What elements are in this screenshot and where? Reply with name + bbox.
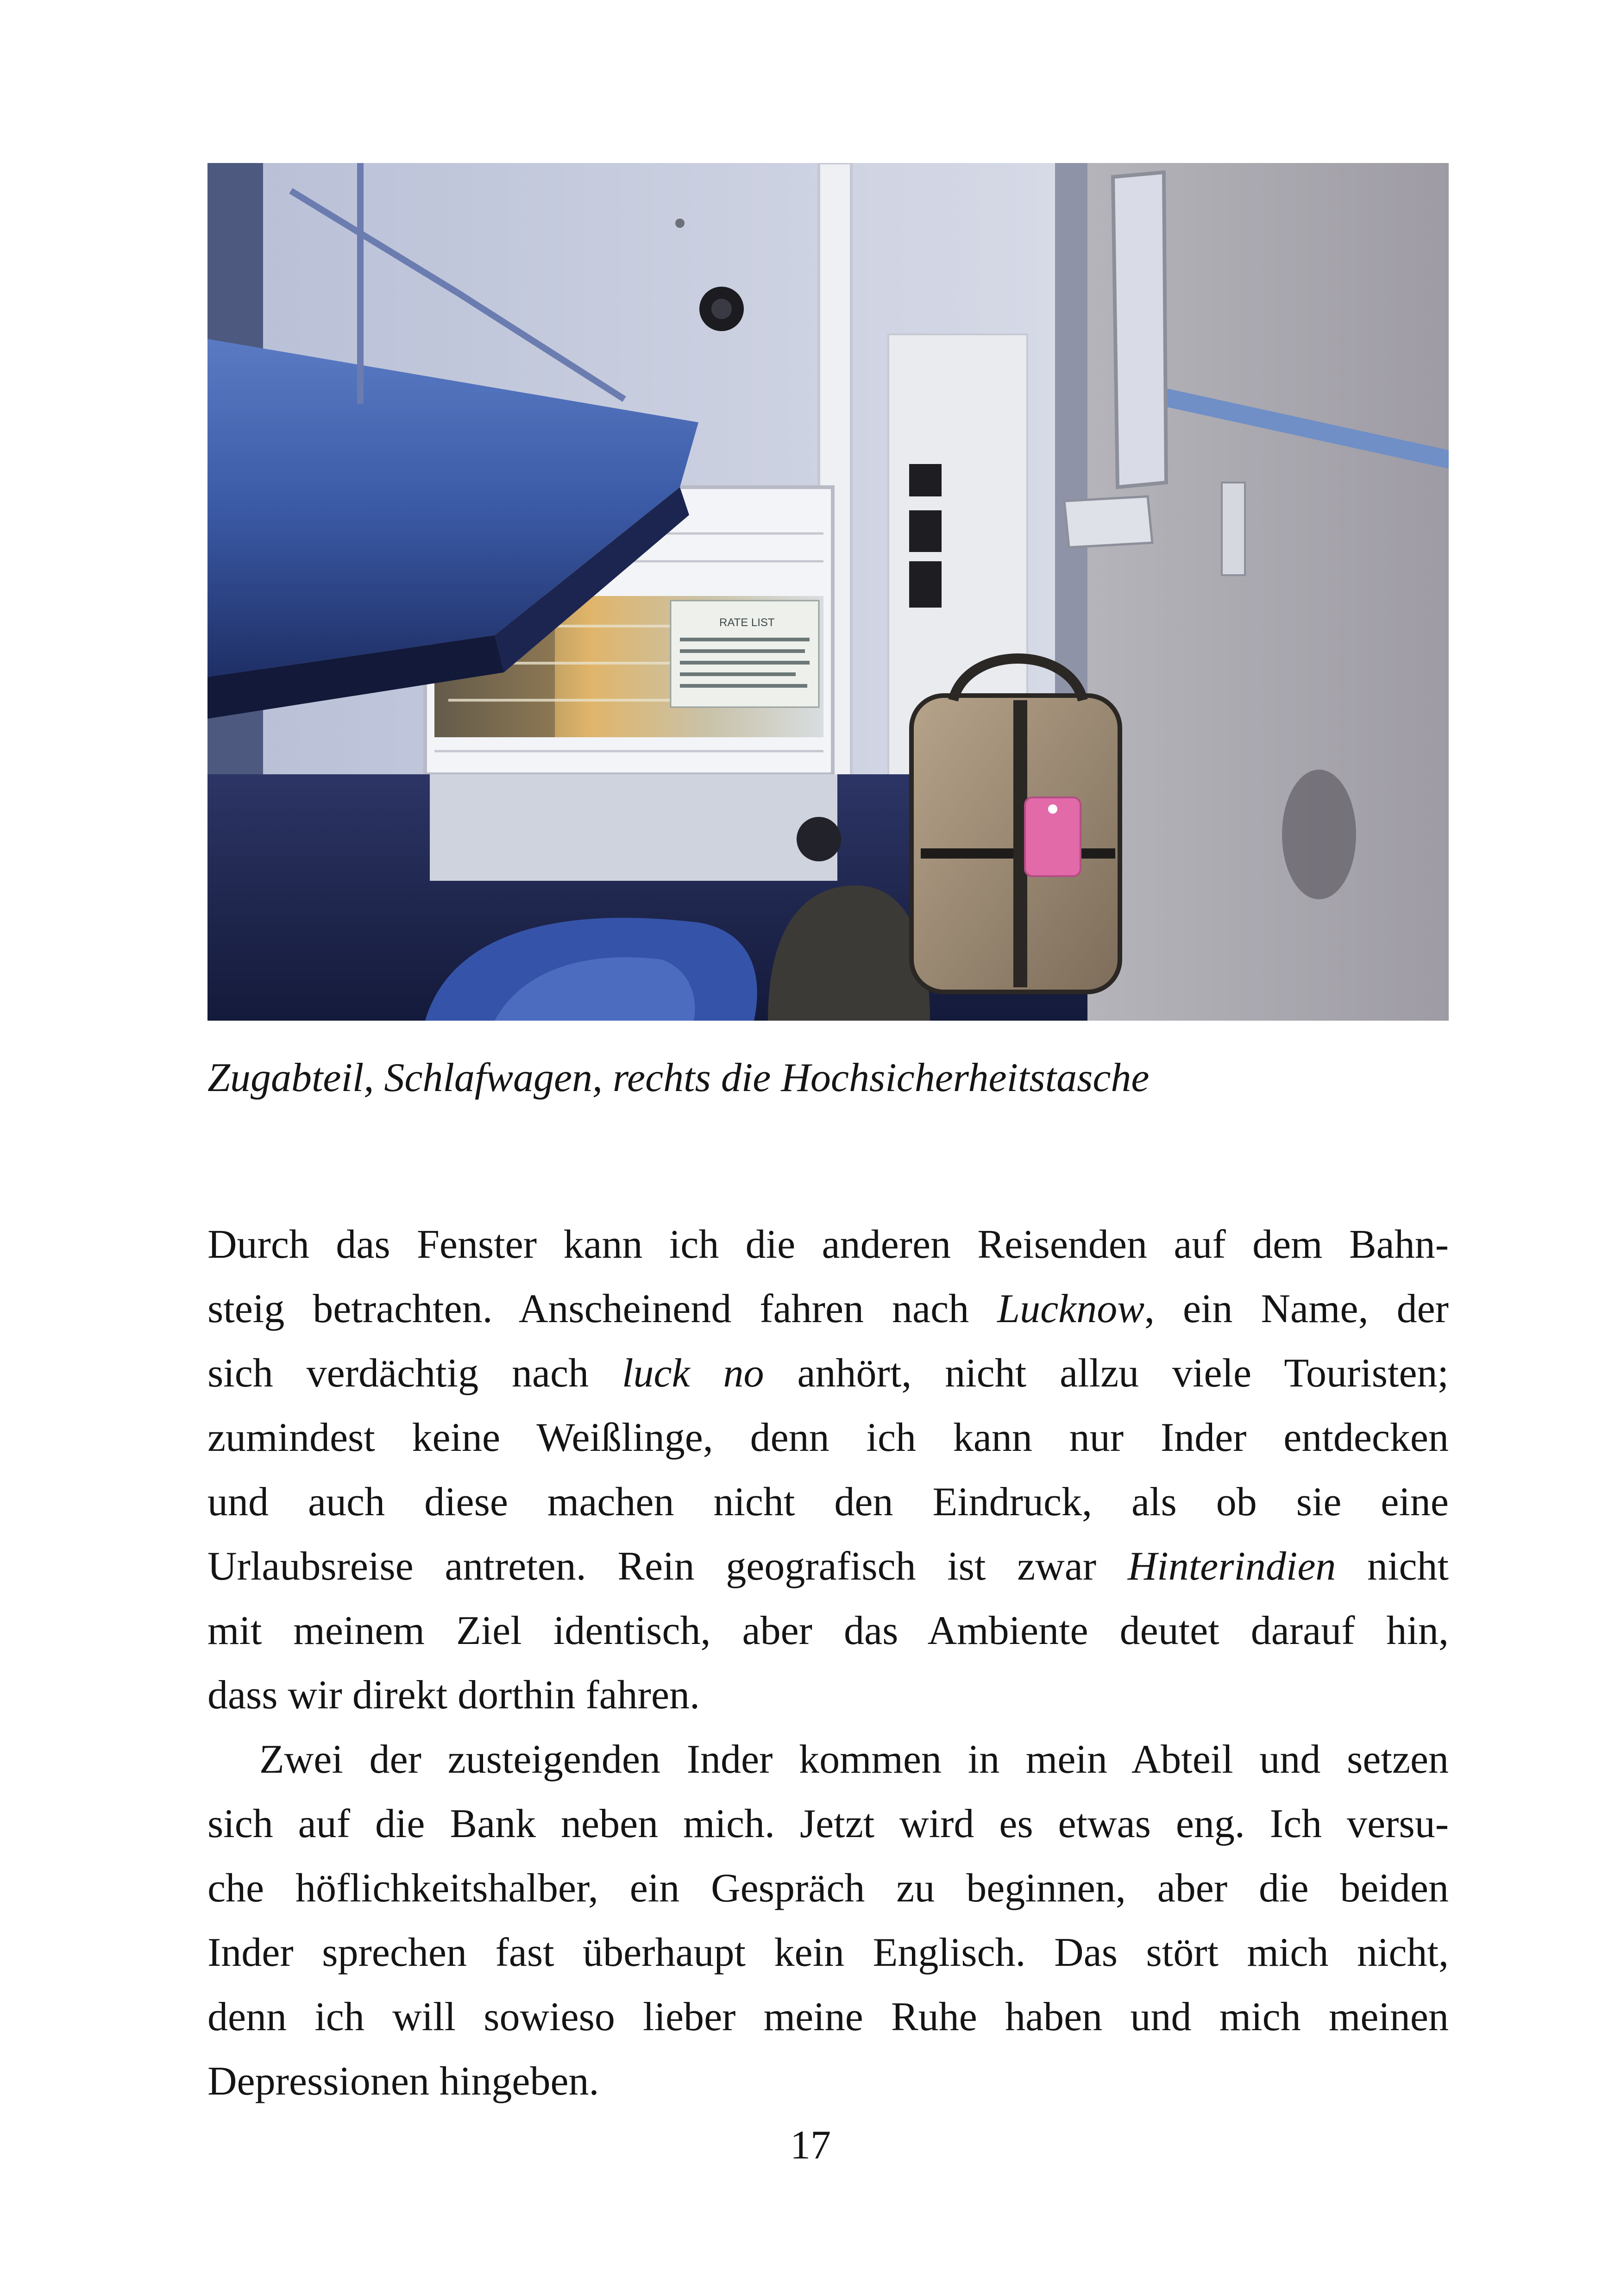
text-line bbox=[207, 1792, 1449, 1856]
text-line bbox=[207, 1727, 1449, 1792]
text-run: mit meinem Ziel identisch, aber das Ambiente deutet darauf hin, bbox=[207, 1608, 1449, 1653]
switch-2 bbox=[909, 510, 942, 552]
text-run: che höflichkeitshalber, ein Gespräch zu beginnen, aber die beiden bbox=[207, 1866, 1449, 1911]
text-line bbox=[207, 1277, 1449, 1341]
text-line bbox=[207, 1405, 1449, 1470]
text-run: Depressionen hingeben. bbox=[207, 2059, 599, 2104]
mirror bbox=[1113, 172, 1166, 487]
text-run: anhört, nicht allzu viele Touristen; bbox=[764, 1351, 1449, 1396]
text-run: denn ich will sowieso lieber meine Ruhe haben und mich meinen bbox=[207, 1995, 1449, 2039]
body-text bbox=[207, 1212, 1449, 2114]
text-run: , ein Name, der bbox=[1144, 1286, 1449, 1331]
train-compartment-photo bbox=[207, 163, 1449, 1021]
text-line bbox=[207, 1985, 1449, 2049]
text-line bbox=[207, 1920, 1449, 1985]
italic-term: Lucknow bbox=[997, 1286, 1144, 1331]
photo-illustration bbox=[207, 163, 1449, 1021]
text-line bbox=[207, 1470, 1449, 1534]
text-run: Durch das Fenster kann ich die anderen Reisenden auf dem Bahn- bbox=[207, 1222, 1449, 1267]
page-number: 17 bbox=[790, 2123, 831, 2168]
text-line bbox=[207, 1534, 1449, 1599]
text-run: zumindest keine Weißlinge, denn ich kann nur Inder entdecken bbox=[207, 1415, 1449, 1460]
text-line bbox=[207, 1663, 1449, 1727]
text-line bbox=[207, 1341, 1449, 1405]
text-run: nicht bbox=[1336, 1544, 1449, 1589]
text-run: Zwei der zusteigenden Inder kommen in mein Abteil und setzen bbox=[259, 1737, 1449, 1782]
switch-1 bbox=[909, 464, 942, 496]
text-run: und auch diese machen nicht den Eindruck, als ob sie eine bbox=[207, 1480, 1449, 1524]
italic-term: luck no bbox=[622, 1351, 764, 1396]
text-line bbox=[207, 1212, 1449, 1277]
text-run: Inder sprechen fast überhaupt kein Englisch. Das stört mich nicht, bbox=[207, 1930, 1449, 1975]
text-line bbox=[207, 2049, 1449, 2114]
rate-list-heading: RATE LIST bbox=[719, 616, 775, 629]
figure-caption: Zugabteil, Schlafwagen, rechts die Hochsicherheitstasche bbox=[207, 1055, 1150, 1100]
text-line bbox=[207, 1856, 1449, 1920]
text-run: steig betrachten. Anscheinend fahren nach bbox=[207, 1286, 998, 1331]
text-line bbox=[207, 1599, 1449, 1663]
text-run: dass wir direkt dorthin fahren. bbox=[207, 1673, 700, 1718]
text-run: sich auf die Bank neben mich. Jetzt wird es etwas eng. Ich versu- bbox=[207, 1801, 1449, 1846]
switch-3 bbox=[909, 561, 942, 608]
italic-term: Hinterindien bbox=[1127, 1544, 1336, 1589]
text-run: sich verdächtig nach bbox=[207, 1351, 622, 1396]
text-run: Urlaubsreise antreten. Rein geografisch ist zwar bbox=[207, 1544, 1128, 1589]
